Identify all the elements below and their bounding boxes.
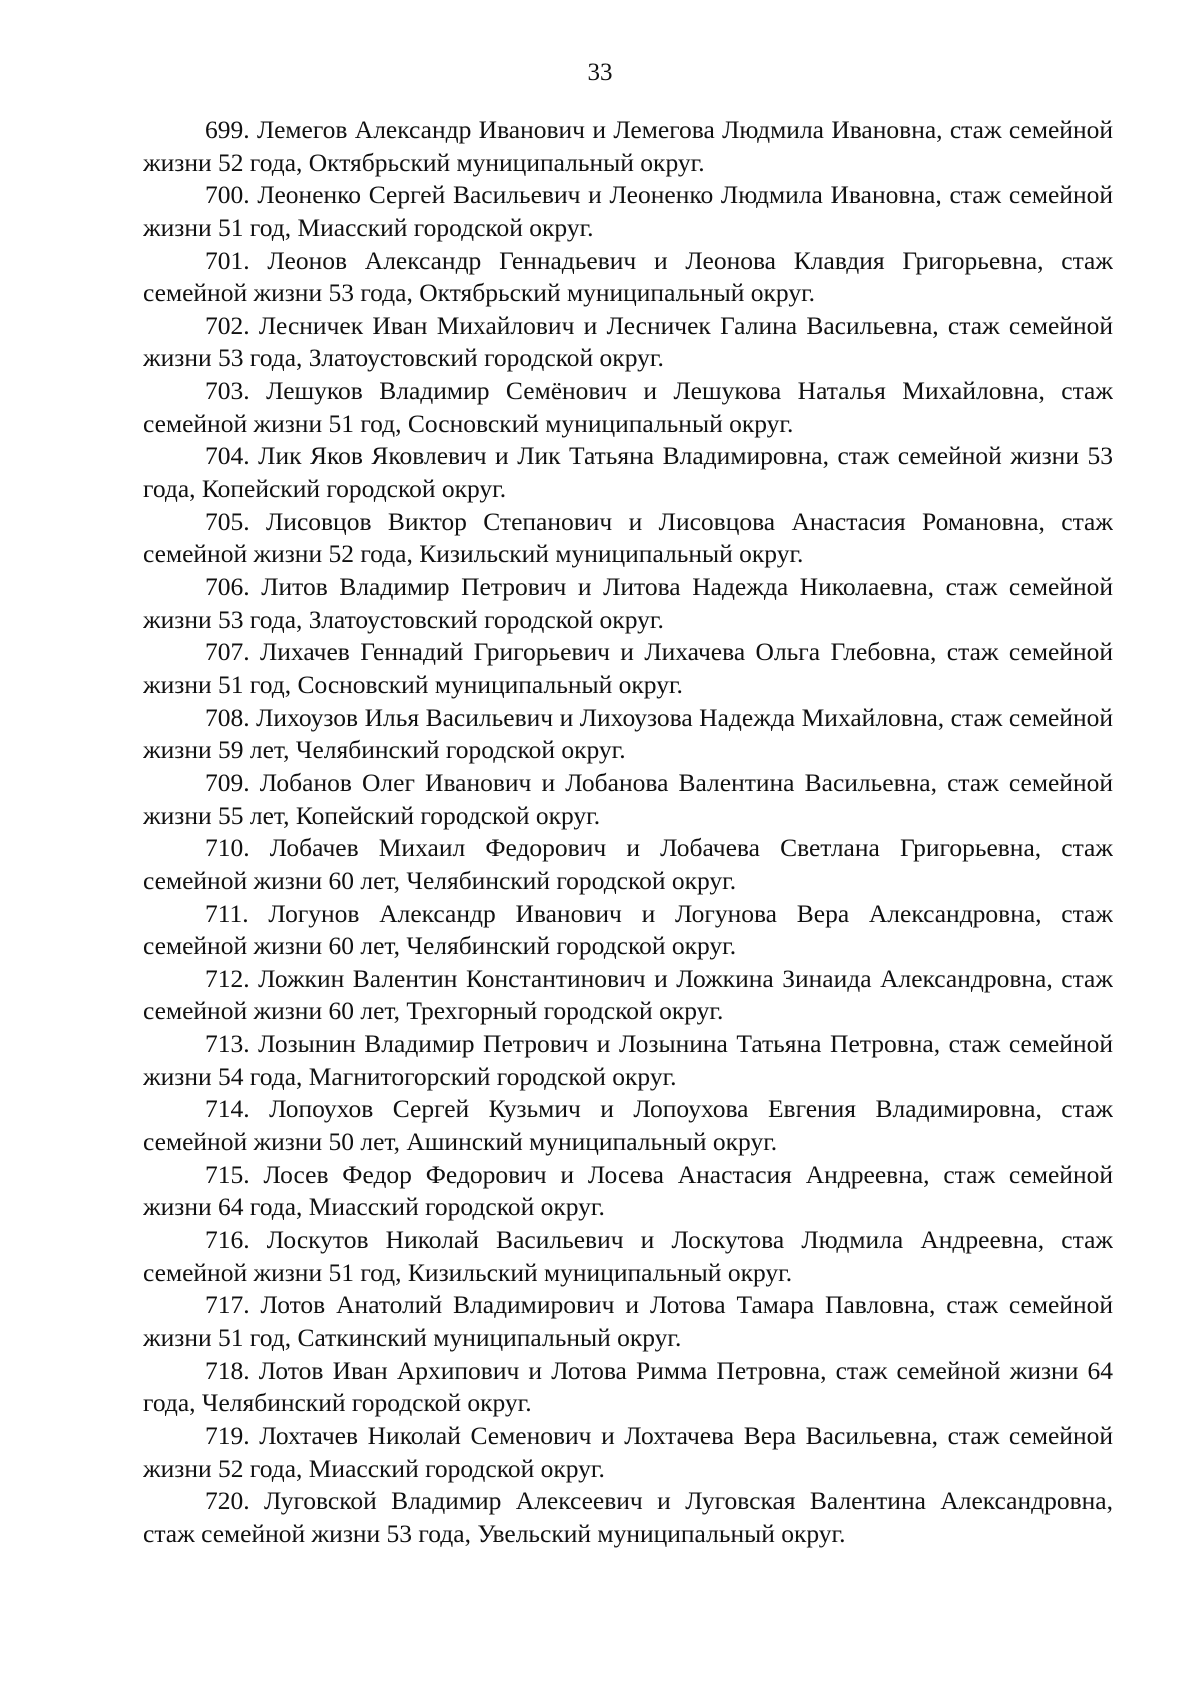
page-number: 33 xyxy=(587,59,613,86)
list-item: 705. Лисовцов Виктор Степанович и Лисовцова Анастасия Романовна, стаж семейной жизни 52 года, Кизильский муниципальный округ. xyxy=(143,506,1113,569)
list-item: 714. Лопоухов Сергей Кузьмич и Лопоухова Евгения Владимировна, стаж семейной жизни 50 лет, Ашинский муниципальный округ. xyxy=(143,1094,1113,1157)
list-item: 703. Лешуков Владимир Семёнович и Лешукова Наталья Михайловна, стаж семейной жизни 51 год, Сосновский муниципальный округ. xyxy=(143,376,1113,438)
list-item: 710. Лобачев Михаил Федорович и Лобачева Светлана Григорьевна, стаж семейной жизни 60 лет, Челябинский городской округ. xyxy=(143,833,1113,895)
list-item: 712. Ложкин Валентин Константинович и Ложкина Зинаида Александровна, стаж семейной жизни 60 лет, Трехгорный городской округ. xyxy=(143,963,1113,1026)
list-item: 700. Леоненко Сергей Васильевич и Леоненко Людмила Ивановна, стаж семейной жизни 51 год, Миасский городской округ. xyxy=(143,180,1113,242)
list-item: 704. Лик Яков Яковлевич и Лик Татьяна Владимировна, стаж семейной жизни 53 года, Копейский городской округ. xyxy=(143,441,1113,504)
list-item: 713. Лозынин Владимир Петрович и Лозынина Татьяна Петровна, стаж семейной жизни 54 года, Магнитогорский городской округ. xyxy=(143,1029,1113,1091)
list-item: 711. Логунов Александр Иванович и Логунова Вера Александровна, стаж семейной жизни 60 лет, Челябинский городской округ. xyxy=(143,898,1113,961)
list-item: 716. Лоскутов Николай Васильевич и Лоскутова Людмила Андреевна, стаж семейной жизни 51 год, Кизильский муниципальный округ. xyxy=(143,1225,1113,1287)
list-item: 701. Леонов Александр Геннадьевич и Леонова Клавдия Григорьевна, стаж семейной жизни 53 года, Октябрьский муниципальный округ. xyxy=(143,245,1113,308)
list-item: 715. Лосев Федор Федорович и Лосева Анастасия Андреевна, стаж семейной жизни 64 года, Миасский городской округ. xyxy=(143,1159,1113,1222)
list-item: 719. Лохтачев Николай Семенович и Лохтачева Вера Васильевна, стаж семейной жизни 52 года, Миасский городской округ. xyxy=(143,1420,1113,1483)
list-item: 699. Лемегов Александр Иванович и Лемегова Людмила Ивановна, стаж семейной жизни 52 года, Октябрьский муниципальный округ. xyxy=(143,115,1113,177)
list-item: 709. Лобанов Олег Иванович и Лобанова Валентина Васильевна, стаж семейной жизни 55 лет, Копейский городской округ. xyxy=(143,767,1113,830)
list-item: 718. Лотов Иван Архипович и Лотова Римма Петровна, стаж семейной жизни 64 года, Челябинский городской округ. xyxy=(143,1355,1113,1418)
list-item: 717. Лотов Анатолий Владимирович и Лотова Тамара Павловна, стаж семейной жизни 51 год, Саткинский муниципальный округ. xyxy=(143,1290,1113,1352)
list-item: 706. Литов Владимир Петрович и Литова Надежда Николаевна, стаж семейной жизни 53 года, Златоустовский городской округ. xyxy=(143,572,1113,634)
list-item: 720. Луговской Владимир Алексеевич и Луговская Валентина Александровна, стаж семейной жизни 53 года, Увельский муниципальный округ. xyxy=(143,1486,1113,1548)
list-item: 707. Лихачев Геннадий Григорьевич и Лихачева Ольга Глебовна, стаж семейной жизни 51 год, Сосновский муниципальный округ. xyxy=(143,637,1113,699)
list-item: 708. Лихоузов Илья Васильевич и Лихоузова Надежда Михайловна, стаж семейной жизни 59 лет, Челябинский городской округ. xyxy=(143,702,1113,765)
entry-list xyxy=(143,114,1113,1551)
list-item: 702. Лесничек Иван Михайлович и Лесничек Галина Васильевна, стаж семейной жизни 53 года, Златоустовский городской округ. xyxy=(143,310,1113,373)
